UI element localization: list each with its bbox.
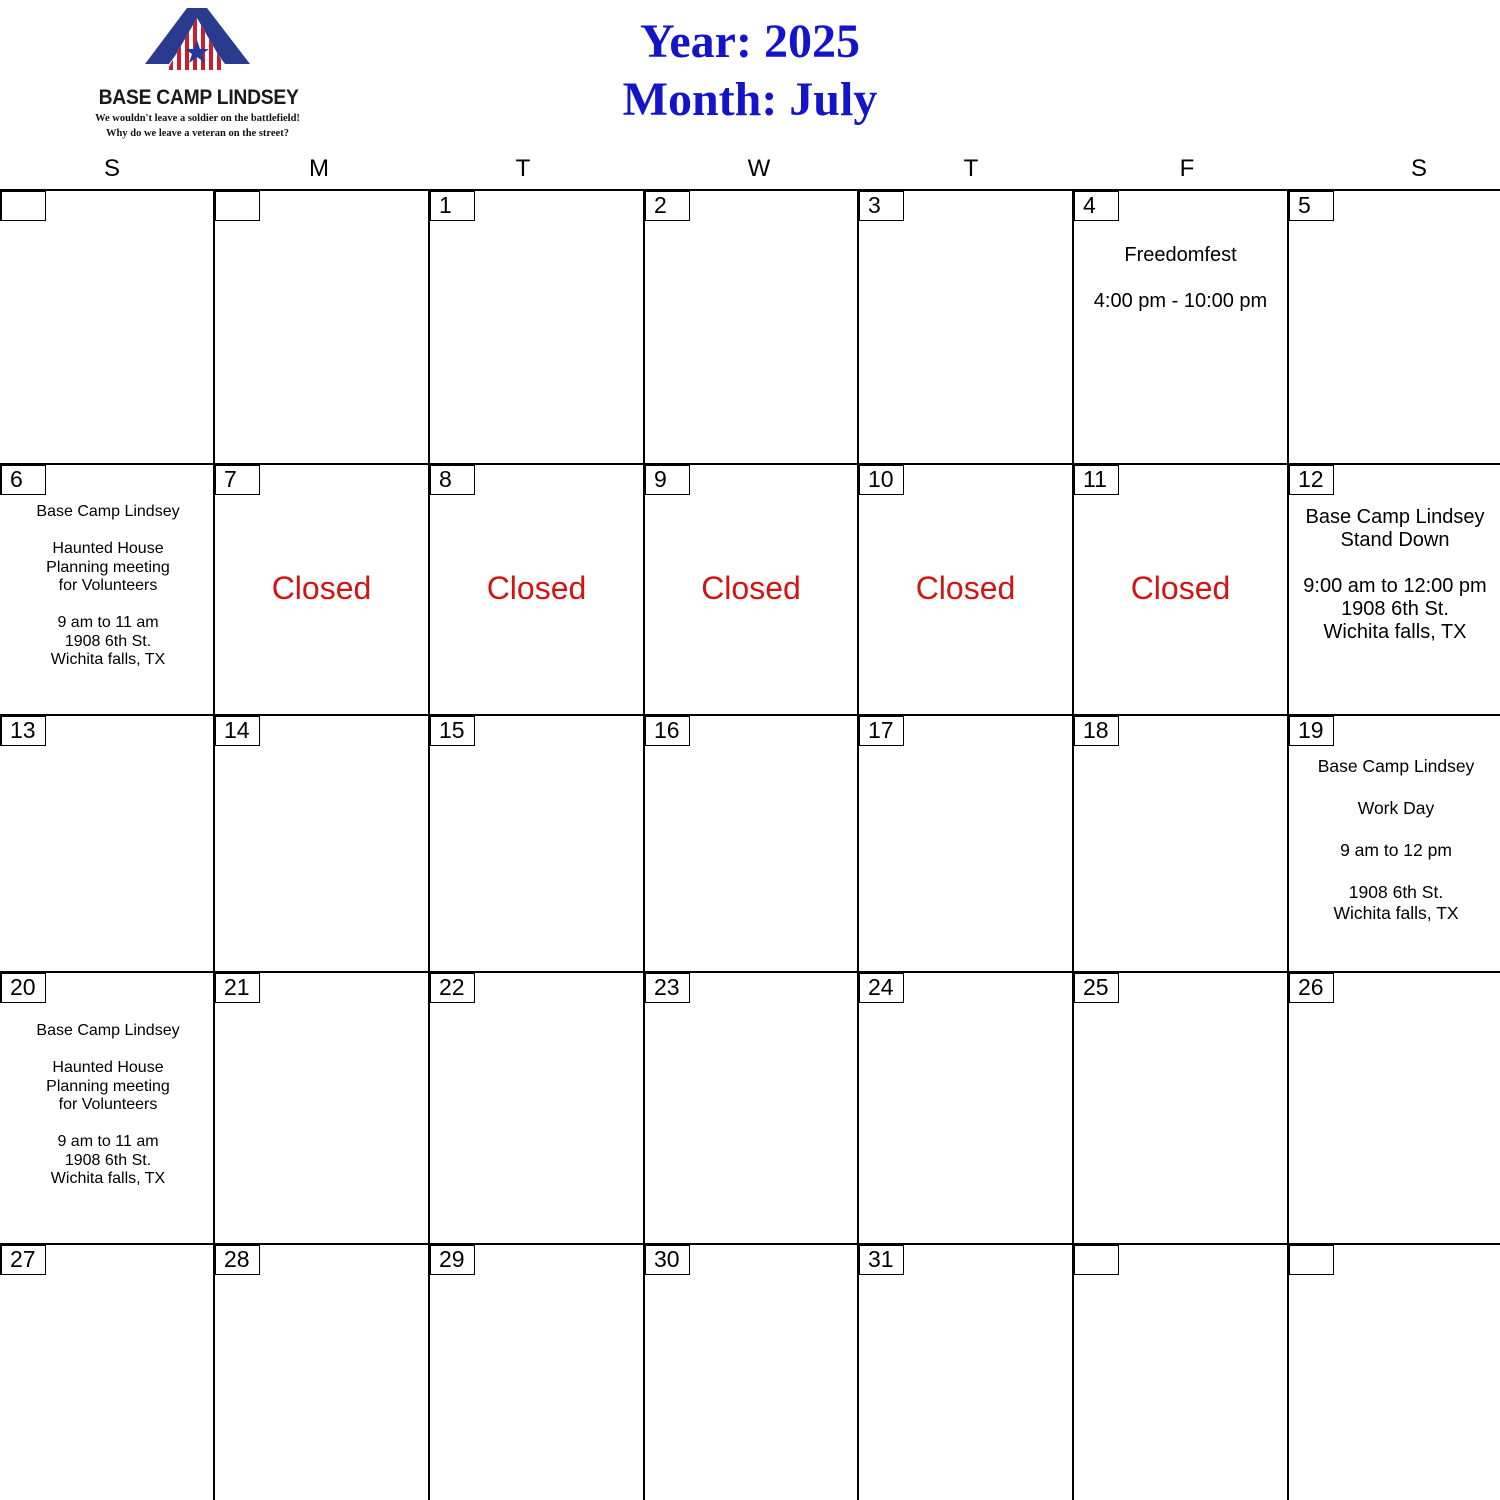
- calendar-day-cell[interactable]: [429, 464, 644, 715]
- calendar-day-cell[interactable]: [1288, 715, 1500, 972]
- day-number: 26: [1288, 973, 1334, 1003]
- calendar-day-cell[interactable]: [0, 190, 214, 464]
- event-work-day: Base Camp Lindsey Work Day 9 am to 12 pm 1908 6th St. Wichita falls, TX: [1317, 756, 1475, 923]
- event-haunted-house-meeting: Base Camp Lindsey Haunted House Planning meeting for Volunteers 9 am to 11 am 1908 6th St. Wichita falls, TX: [36, 503, 180, 668]
- calendar-day-cell[interactable]: [214, 190, 429, 464]
- day-number: 14: [214, 716, 260, 746]
- weekday-mon: M: [309, 155, 329, 182]
- year-title: Year: 2025: [640, 15, 860, 68]
- calendar-day-cell[interactable]: [214, 972, 429, 1244]
- calendar-day-cell[interactable]: [644, 715, 858, 972]
- day-number: 16: [644, 716, 690, 746]
- calendar-day-cell[interactable]: [429, 1244, 644, 1500]
- day-number: 1: [429, 191, 475, 221]
- calendar-day-cell[interactable]: [1288, 1244, 1500, 1500]
- calendar-day-cell[interactable]: [644, 464, 858, 715]
- month-title: Month: July: [622, 73, 878, 126]
- day-number: 20: [0, 973, 46, 1003]
- weekday-sun: S: [103, 155, 121, 182]
- calendar-day-cell[interactable]: [214, 464, 429, 715]
- calendar-day-cell[interactable]: [0, 715, 214, 972]
- closed-label: Closed: [271, 570, 372, 606]
- day-number: 27: [0, 1245, 46, 1275]
- calendar-day-cell[interactable]: [644, 972, 858, 1244]
- day-number: 22: [429, 973, 475, 1003]
- calendar-day-cell[interactable]: [1073, 1244, 1288, 1500]
- day-number: 29: [429, 1245, 475, 1275]
- calendar-day-cell[interactable]: [858, 464, 1073, 715]
- day-number: [214, 191, 260, 221]
- calendar-day-cell[interactable]: [0, 464, 214, 715]
- day-number: 13: [0, 716, 46, 746]
- day-number: 10: [858, 465, 904, 495]
- calendar-day-cell[interactable]: [1073, 715, 1288, 972]
- weekday-wed: W: [747, 155, 771, 182]
- calendar-day-cell[interactable]: [858, 715, 1073, 972]
- weekday-header: [0, 155, 1500, 187]
- calendar-day-cell[interactable]: [1073, 464, 1288, 715]
- calendar-day-cell[interactable]: [644, 190, 858, 464]
- logo-name: BASE CAMP LINDSEY: [98, 86, 299, 109]
- calendar-day-cell[interactable]: [1288, 464, 1500, 715]
- calendar-day-cell[interactable]: [1073, 190, 1288, 464]
- event-freedomfest: Freedomfest 4:00 pm - 10:00 pm: [1093, 244, 1268, 312]
- day-number: [0, 191, 46, 221]
- calendar-day-cell[interactable]: [1288, 972, 1500, 1244]
- calendar-day-cell[interactable]: [858, 972, 1073, 1244]
- day-number: 6: [0, 465, 46, 495]
- logo-tagline-1: We wouldn't leave a soldier on the battlefield!: [95, 113, 300, 124]
- day-number: 9: [644, 465, 690, 495]
- event-haunted-house-meeting: Base Camp Lindsey Haunted House Planning meeting for Volunteers 9 am to 11 am 1908 6th St. Wichita falls, TX: [36, 1022, 180, 1187]
- calendar-day-cell[interactable]: [0, 972, 214, 1244]
- calendar-day-cell[interactable]: [214, 1244, 429, 1500]
- day-number: [1288, 1245, 1334, 1275]
- day-number: 15: [429, 716, 475, 746]
- closed-label: Closed: [915, 570, 1016, 606]
- day-number: 8: [429, 465, 475, 495]
- calendar-day-cell[interactable]: [429, 715, 644, 972]
- day-number: 5: [1288, 191, 1334, 221]
- day-number: 3: [858, 191, 904, 221]
- day-number: 7: [214, 465, 260, 495]
- calendar-day-cell[interactable]: [0, 1244, 214, 1500]
- calendar-day-cell[interactable]: [429, 190, 644, 464]
- day-number: 2: [644, 191, 690, 221]
- day-number: [1073, 1245, 1119, 1275]
- closed-label: Closed: [486, 570, 587, 606]
- day-number: 23: [644, 973, 690, 1003]
- day-number: 30: [644, 1245, 690, 1275]
- weekday-thu: T: [963, 155, 979, 182]
- day-number: 12: [1288, 465, 1334, 495]
- calendar-day-cell[interactable]: [1288, 190, 1500, 464]
- calendar-day-cell[interactable]: [429, 972, 644, 1244]
- day-number: 24: [858, 973, 904, 1003]
- day-number: 4: [1073, 191, 1119, 221]
- day-number: 28: [214, 1245, 260, 1275]
- day-number: 18: [1073, 716, 1119, 746]
- closed-label: Closed: [701, 570, 801, 606]
- event-stand-down: Base Camp Lindsey Stand Down 9:00 am to 12:00 pm 1908 6th St. Wichita falls, TX: [1303, 506, 1487, 643]
- logo-tagline-2: Why do we leave a veteran on the street?: [106, 128, 289, 139]
- day-number: 31: [858, 1245, 904, 1275]
- day-number: 11: [1073, 465, 1119, 495]
- weekday-tue: T: [515, 155, 531, 182]
- weekday-fri: F: [1179, 155, 1195, 182]
- closed-label: Closed: [1130, 570, 1231, 606]
- weekday-sat: S: [1410, 155, 1428, 182]
- day-number: 21: [214, 973, 260, 1003]
- calendar-day-cell[interactable]: [1073, 972, 1288, 1244]
- calendar-day-cell[interactable]: [858, 1244, 1073, 1500]
- calendar-day-cell[interactable]: [644, 1244, 858, 1500]
- calendar-day-cell[interactable]: [858, 190, 1073, 464]
- day-number: 17: [858, 716, 904, 746]
- day-number: 19: [1288, 716, 1334, 746]
- calendar-day-cell[interactable]: [214, 715, 429, 972]
- day-number: 25: [1073, 973, 1119, 1003]
